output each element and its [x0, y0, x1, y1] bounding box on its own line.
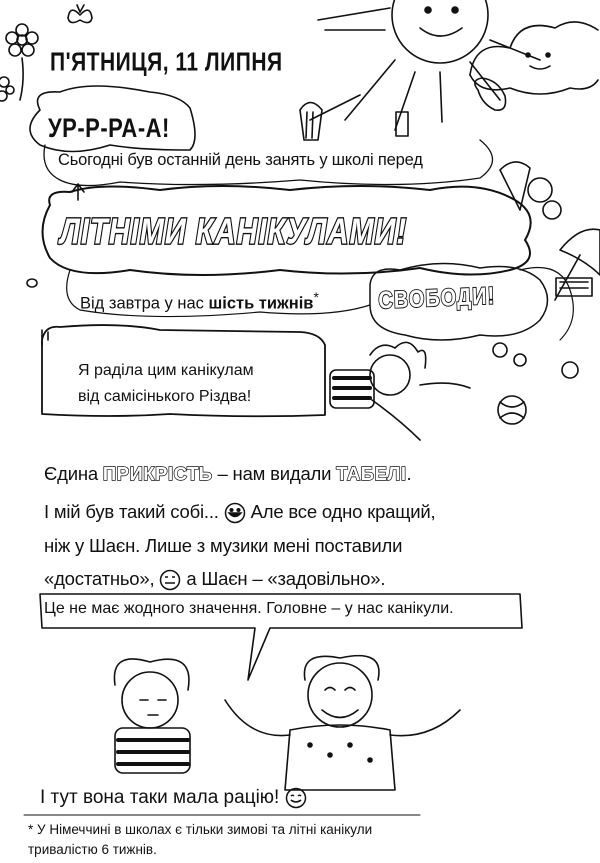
neutral-face-icon — [159, 569, 181, 591]
closing-text: І тут вона таки мала рацію! — [40, 787, 280, 809]
sun-icon — [310, 0, 540, 130]
speech-bubble-text: Це не має жодного значення. Головне – у нас канікули. — [44, 600, 454, 617]
para1-c: . — [406, 463, 412, 484]
para1-strong-1: ПРИКРІСТЬ — [102, 463, 213, 484]
paragraph-line-1 — [44, 463, 411, 485]
girls-illustration — [114, 656, 460, 790]
sandal-icon — [475, 78, 506, 110]
para1-a: Єдина — [44, 463, 103, 484]
weeks-line-start: Від завтра у нас — [80, 294, 209, 313]
paragraph-line-4 — [44, 568, 385, 591]
para2-b: Але все одно кращий, — [245, 501, 436, 522]
content-face-icon — [285, 787, 307, 809]
para4-a: «достатньо», — [44, 568, 155, 589]
freedom-word: СВОБОДИ! — [378, 283, 496, 315]
diary-date: П'ЯТНИЦЯ, 11 ЛИПНЯ — [50, 48, 283, 77]
holidays-banner: ЛІТНІМИ КАНІКУЛАМИ! — [60, 212, 408, 252]
footnote-mark: * — [313, 290, 319, 305]
sign-line-1: Я раділа цим канікулам — [78, 362, 254, 379]
ball-icon — [498, 396, 526, 424]
smiley-icon — [224, 502, 246, 524]
butterfly-icon — [68, 5, 92, 23]
weeks-line — [80, 290, 319, 314]
intro-line: Сьогодні був останній день занять у школі перед — [58, 151, 423, 169]
hurray-heading: УР-Р-РА-А! — [48, 113, 170, 143]
footnote-line-2: тривалістю 6 тижнів. — [28, 842, 157, 857]
paragraph-line-3: ніж у Шаєн. Лише з музики мені поставили — [44, 535, 403, 556]
para2-a: І мій був такий собі... — [44, 501, 219, 522]
para1-b: – нам видали — [212, 463, 337, 484]
para4-b: а Шаєн – «задовільно». — [181, 568, 386, 589]
umbrella-icon — [555, 229, 600, 300]
closing-line — [40, 787, 307, 809]
weeks-line-bold: шість тижнів — [208, 294, 314, 313]
footnote-line-1: * У Німеччині в школах є тільки зимові та літні канікули — [28, 822, 373, 837]
sign-line-2: від самісінького Різдва! — [78, 388, 252, 405]
para1-strong-2: ТАБЕЛІ — [336, 463, 407, 484]
paragraph-line-2 — [44, 501, 436, 524]
flower-icon — [0, 24, 38, 101]
girl-illustration — [330, 342, 470, 440]
